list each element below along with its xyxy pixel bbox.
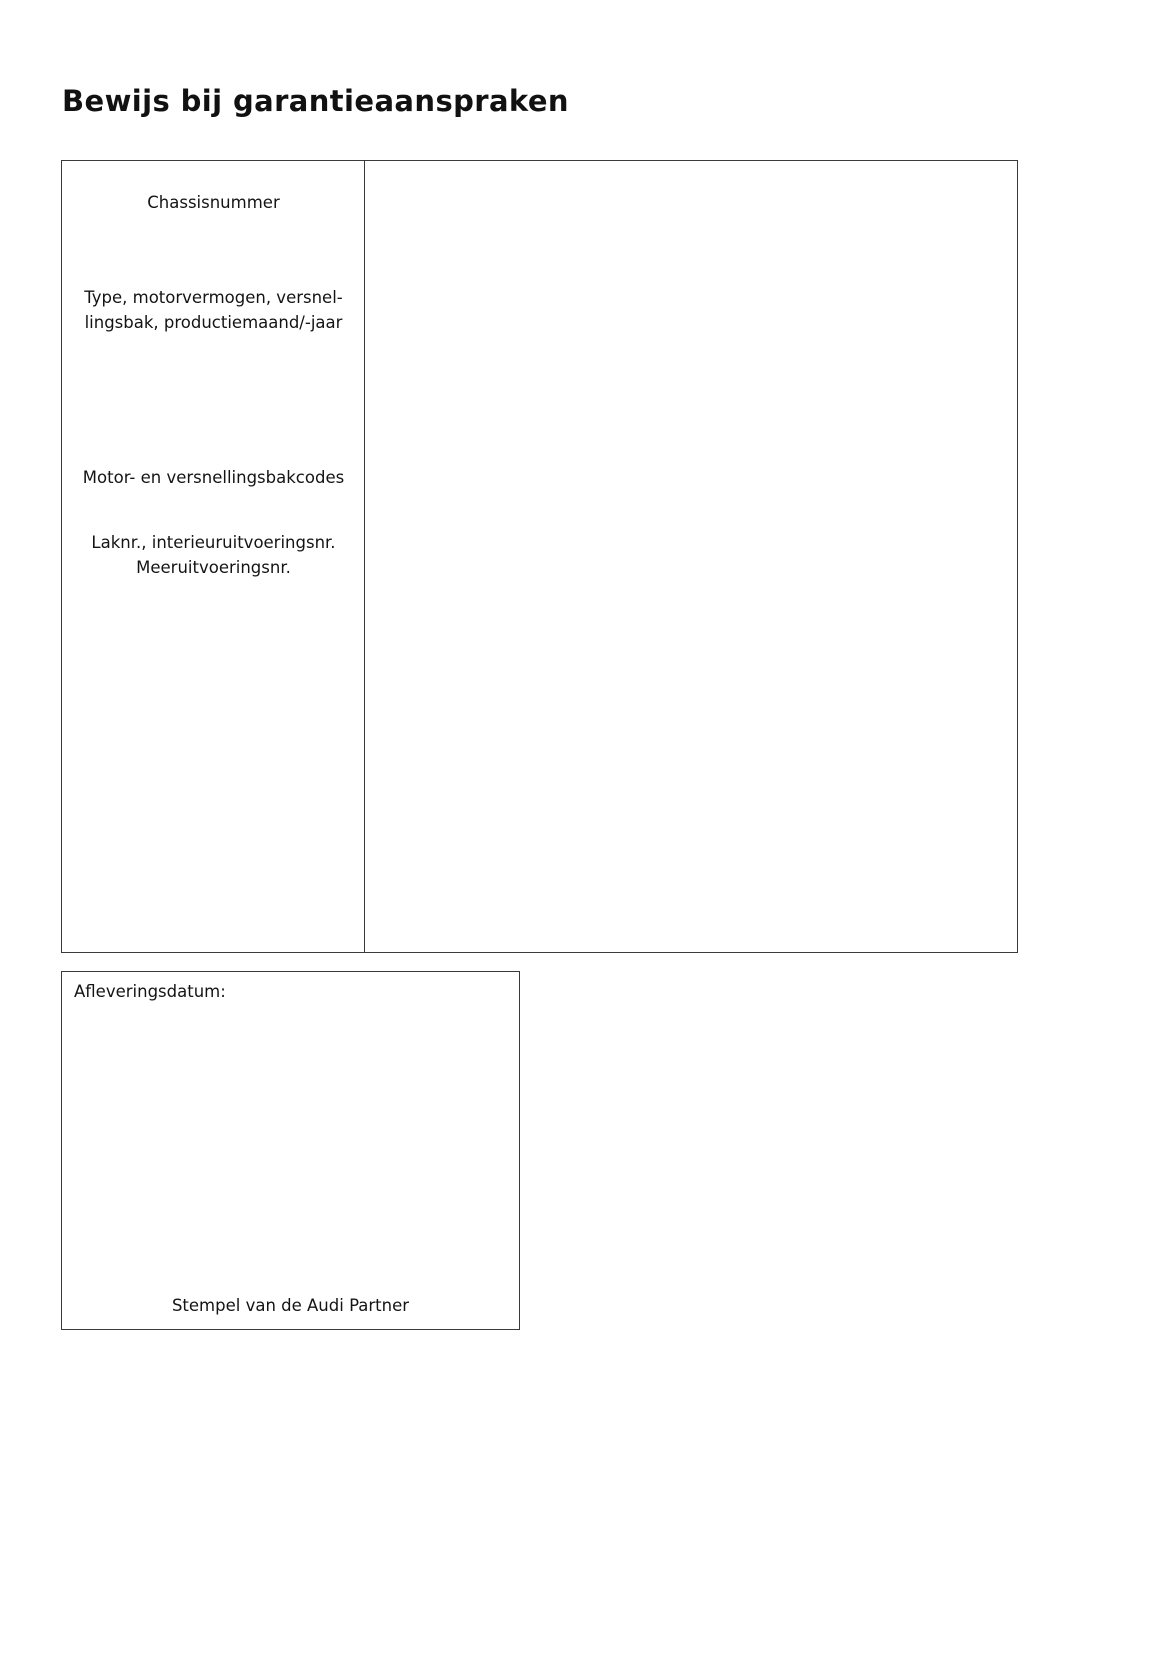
vehicle-data-value-column[interactable]: [365, 161, 1017, 952]
field-label-laknr-interieur-meeruitvoering: Laknr., interieuruitvoeringsnr. Meeruitvoeringsnr.: [91, 533, 336, 577]
field-label-motor-versnellingsbakcodes: Motor- en versnellingsbakcodes: [82, 468, 345, 487]
field-label-type-vermogen-versnellingsbak: Type, motorvermogen, versnel- lingsbak, productiemaand/-jaar: [84, 288, 343, 332]
delivery-date-label: Afleveringsdatum:: [74, 982, 226, 1001]
page-title: Bewijs bij garantieaanspraken: [62, 84, 569, 118]
vehicle-data-label-column: [62, 161, 365, 952]
delivery-stamp-box: [61, 971, 520, 1330]
field-label-chassisnummer: Chassisnummer: [147, 193, 280, 212]
stamp-caption: Stempel van de Audi Partner: [171, 1296, 410, 1315]
vehicle-data-table: [61, 160, 1018, 953]
